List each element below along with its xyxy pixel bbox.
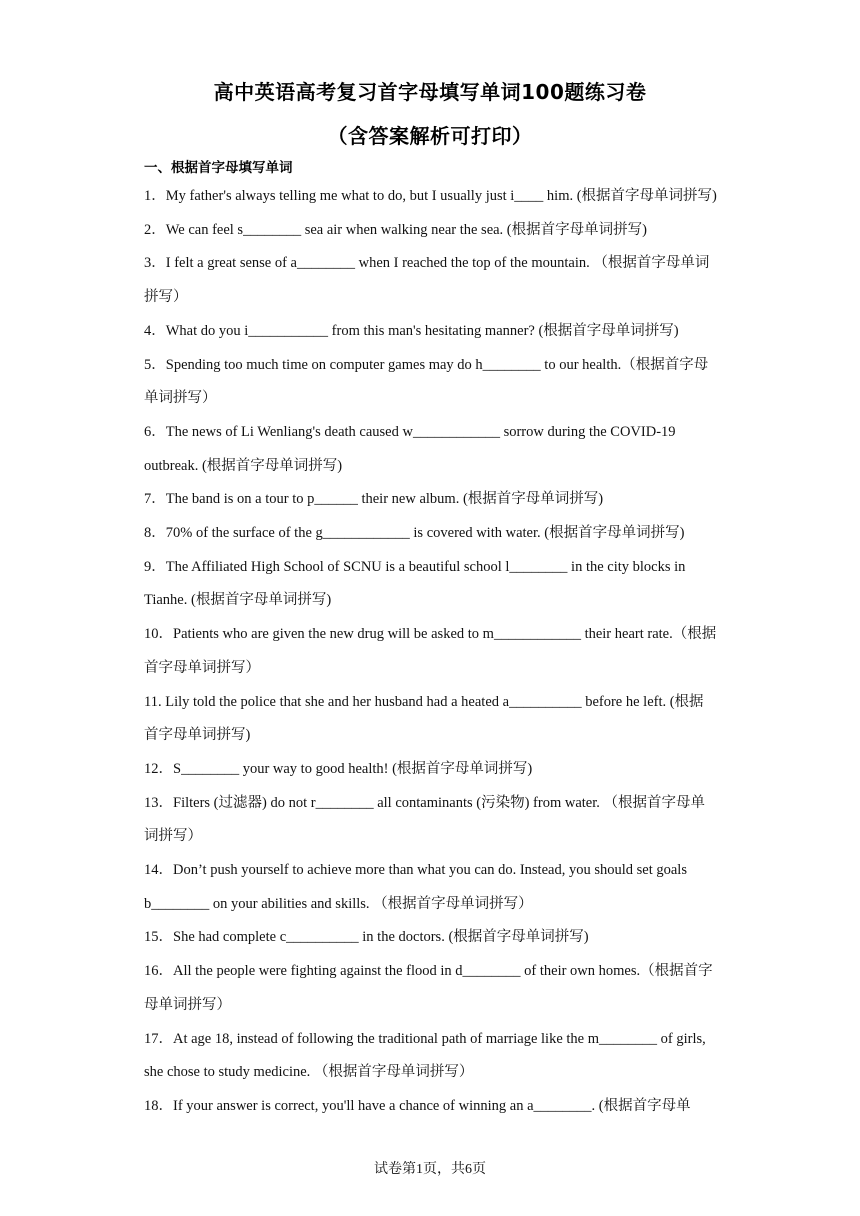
question-item: 4．What do you i___________ from this man's hesitating manner? (根据首字母单词拼写) xyxy=(144,322,679,339)
question-item: 12．S________ your way to good health! (根据首字母单词拼写) xyxy=(144,760,533,777)
question-item: 9．The Affiliated High School of SCNU is a beautiful school l________ in the city blocks in Tianhe. (根据首字母单词拼写) xyxy=(144,558,686,609)
document-title: 高中英语高考复习首字母填写单词100题练习卷 xyxy=(213,80,647,104)
question-item: 2．We can feel s________ sea air when walking near the sea. (根据首字母单词拼写) xyxy=(144,221,647,238)
document-subtitle: （含答案解析可打印） xyxy=(327,124,533,148)
question-item: 18．If your answer is correct, you'll have a chance of winning an a________. (根据首字母单 xyxy=(144,1097,691,1114)
question-item: 11. Lily told the police that she and her husband had a heated a__________ before he left. (根据首字母单词拼写) xyxy=(144,693,704,744)
question-item: 15．She had complete c__________ in the doctors. (根据首字母单词拼写) xyxy=(144,929,589,946)
question-item: 8．70% of the surface of the g____________ is covered with water. (根据首字母单词拼写) xyxy=(144,525,685,542)
section-heading: 一、根据首字母填写单词 xyxy=(144,160,293,176)
question-list xyxy=(144,180,718,1124)
question-item: 17．At age 18, instead of following the traditional path of marriage like the m________ of girls, she chose to study medicine. （根据首字母单词拼写） xyxy=(144,1030,706,1081)
question-item: 3．I felt a great sense of a________ when I reached the top of the mountain. （根据首字母单词拼写） xyxy=(144,255,710,306)
question-item: 16．All the people were fighting against the flood in d________ of their own homes.（根据首字母单词拼写） xyxy=(144,963,713,1013)
question-item: 10．Patients who are given the new drug will be asked to m____________ their heart rate.（根据首字母单词拼写） xyxy=(144,626,717,676)
question-item: 14．Don’t push yourself to achieve more than what you can do. Instead, you should set goals b________ on your abilities and skills. （根据首字母单词拼写） xyxy=(144,862,687,912)
question-item: 6．The news of Li Wenliang's death caused w____________ sorrow during the COVID-19 outbreak. (根据首字母单词拼写) xyxy=(144,423,676,474)
page-footer: 试卷第1页，共6页 xyxy=(374,1162,486,1177)
question-item: 5．Spending too much time on computer games may do h________ to our health.（根据首字母单词拼写） xyxy=(144,356,709,407)
question-item: 1．My father's always telling me what to do, but I usually just i____ him. (根据首字母单词拼写) xyxy=(144,188,717,204)
question-item: 7．The band is on a tour to p______ their new album. (根据首字母单词拼写) xyxy=(144,491,604,508)
question-item: 13．Filters (过滤器) do not r________ all contaminants (污染物) from water. （根据首字母单词拼写） xyxy=(144,794,705,845)
